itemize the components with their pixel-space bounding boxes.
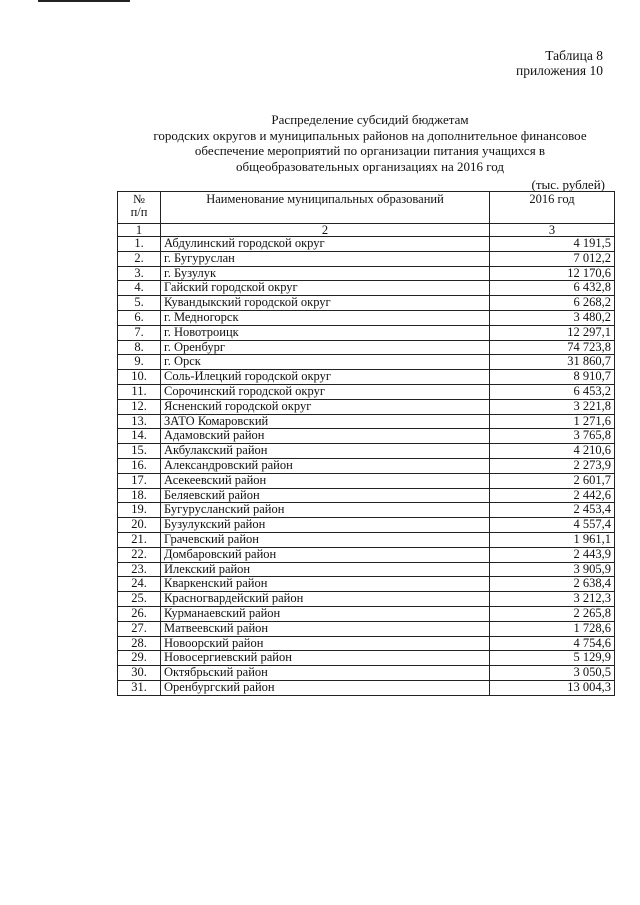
subsidy-value: 1 728,6	[490, 621, 615, 636]
row-number: 27.	[118, 621, 161, 636]
municipality-name: Кваркенский район	[161, 577, 490, 592]
municipality-name: г. Бугуруслан	[161, 251, 490, 266]
table-row	[118, 237, 615, 252]
row-number: 23.	[118, 562, 161, 577]
municipality-name: г. Бузулук	[161, 266, 490, 281]
row-number: 8.	[118, 340, 161, 355]
row-number: 4.	[118, 281, 161, 296]
appendix-label: приложения 10	[515, 63, 603, 78]
municipality-name: Илекский район	[161, 562, 490, 577]
row-number: 21.	[118, 532, 161, 547]
subsidy-value: 6 453,2	[490, 384, 615, 399]
municipality-name: Матвеевский район	[161, 621, 490, 636]
table-row	[118, 340, 615, 355]
municipality-name: Асекеевский район	[161, 473, 490, 488]
row-number: 12.	[118, 399, 161, 414]
municipality-name: Новоорский район	[161, 636, 490, 651]
header-number-abbr: п/п	[130, 205, 148, 219]
row-number: 31.	[118, 680, 161, 695]
column-index: 2	[161, 224, 490, 237]
table-row	[118, 325, 615, 340]
municipality-name: Кувандыкский городской округ	[161, 296, 490, 311]
table-row	[118, 251, 615, 266]
municipality-name: Ясненский городской округ	[161, 399, 490, 414]
subsidy-value: 1 271,6	[490, 414, 615, 429]
row-number: 6.	[118, 310, 161, 325]
row-number: 5.	[118, 296, 161, 311]
row-number: 15.	[118, 444, 161, 459]
title-line: городских округов и муниципальных районов на дополнительное финансовое	[153, 127, 587, 143]
subsidy-value: 3 050,5	[490, 666, 615, 681]
header-name: Наименование муниципальных образований	[161, 192, 490, 224]
table-reference	[516, 48, 603, 78]
table-row	[118, 384, 615, 399]
municipality-name: Октябрьский район	[161, 666, 490, 681]
municipality-name: Красногвардейский район	[161, 592, 490, 607]
table-row	[118, 266, 615, 281]
table-row	[118, 562, 615, 577]
row-number: 30.	[118, 666, 161, 681]
subsidy-value: 3 221,8	[490, 399, 615, 414]
municipality-name: Адамовский район	[161, 429, 490, 444]
table-row	[118, 503, 615, 518]
municipality-name: Беляевский район	[161, 488, 490, 503]
title-line: Распределение субсидий бюджетам	[271, 112, 469, 127]
subsidy-value: 2 443,9	[490, 547, 615, 562]
subsidy-value: 8 910,7	[490, 370, 615, 385]
municipality-name: г. Новотроицк	[161, 325, 490, 340]
column-index-row	[118, 224, 615, 237]
table-row	[118, 399, 615, 414]
table-row	[118, 281, 615, 296]
subsidy-value: 3 765,8	[490, 429, 615, 444]
subsidy-value: 13 004,3	[490, 680, 615, 695]
subsidy-value: 2 453,4	[490, 503, 615, 518]
municipality-name: Бузулукский район	[161, 518, 490, 533]
row-number: 20.	[118, 518, 161, 533]
row-number: 10.	[118, 370, 161, 385]
row-number: 14.	[118, 429, 161, 444]
subsidy-value: 4 210,6	[490, 444, 615, 459]
table-row	[118, 488, 615, 503]
table-row	[118, 414, 615, 429]
title-line: общеобразовательных организациях на 2016 год	[235, 158, 505, 174]
municipality-name: Гайский городской округ	[161, 281, 490, 296]
municipality-name: г. Оренбург	[161, 340, 490, 355]
row-number: 22.	[118, 547, 161, 562]
row-number: 9.	[118, 355, 161, 370]
row-number: 11.	[118, 384, 161, 399]
table-header-row	[118, 192, 615, 224]
table-row	[118, 680, 615, 695]
subsidy-value: 12 170,6	[490, 266, 615, 281]
municipality-name: Акбулакский район	[161, 444, 490, 459]
row-number: 18.	[118, 488, 161, 503]
municipality-name: Соль-Илецкий городской округ	[161, 370, 490, 385]
header-year: 2016 год	[490, 192, 615, 224]
row-number: 16.	[118, 458, 161, 473]
municipality-name: Новосергиевский район	[161, 651, 490, 666]
column-index: 3	[490, 224, 615, 237]
subsidy-value: 31 860,7	[490, 355, 615, 370]
table-row	[118, 636, 615, 651]
table-row	[118, 444, 615, 459]
row-number: 24.	[118, 577, 161, 592]
table-row	[118, 666, 615, 681]
row-number: 1.	[118, 237, 161, 252]
municipality-name: ЗАТО Комаровский	[161, 414, 490, 429]
document-title	[120, 112, 620, 174]
subsidy-value: 3 480,2	[490, 310, 615, 325]
table-row	[118, 651, 615, 666]
table-row	[118, 592, 615, 607]
row-number: 2.	[118, 251, 161, 266]
row-number: 13.	[118, 414, 161, 429]
subsidy-value: 12 297,1	[490, 325, 615, 340]
table-label: Таблица 8	[545, 48, 603, 63]
municipality-name: Курманаевский район	[161, 606, 490, 621]
subsidy-value: 4 557,4	[490, 518, 615, 533]
subsidy-value: 1 961,1	[490, 532, 615, 547]
column-index: 1	[118, 224, 161, 237]
table-row	[118, 532, 615, 547]
municipality-name: Оренбургский район	[161, 680, 490, 695]
table-row	[118, 458, 615, 473]
municipality-name: г. Медногорск	[161, 310, 490, 325]
table-row	[118, 606, 615, 621]
municipality-name: г. Орск	[161, 355, 490, 370]
table-row	[118, 621, 615, 636]
table-row	[118, 370, 615, 385]
row-number: 26.	[118, 606, 161, 621]
header-number-symbol: №	[133, 192, 145, 206]
municipality-name: Абдулинский городской округ	[161, 237, 490, 252]
row-number: 3.	[118, 266, 161, 281]
municipality-name: Александровский район	[161, 458, 490, 473]
header-number	[118, 192, 161, 224]
subsidy-value: 7 012,2	[490, 251, 615, 266]
row-number: 19.	[118, 503, 161, 518]
subsidy-value: 4 191,5	[490, 237, 615, 252]
table-row	[118, 547, 615, 562]
subsidy-value: 3 212,3	[490, 592, 615, 607]
subsidy-value: 5 129,9	[490, 651, 615, 666]
table-row	[118, 355, 615, 370]
row-number: 29.	[118, 651, 161, 666]
subsidy-value: 6 432,8	[490, 281, 615, 296]
municipality-name: Бугурусланский район	[161, 503, 490, 518]
subsidy-value: 2 442,6	[490, 488, 615, 503]
scan-edge-mark	[38, 0, 130, 2]
table-row	[118, 296, 615, 311]
subsidy-value: 2 638,4	[490, 577, 615, 592]
subsidy-value: 2 265,8	[490, 606, 615, 621]
row-number: 7.	[118, 325, 161, 340]
table-row	[118, 310, 615, 325]
subsidy-value: 6 268,2	[490, 296, 615, 311]
row-number: 17.	[118, 473, 161, 488]
row-number: 28.	[118, 636, 161, 651]
table-row	[118, 518, 615, 533]
municipality-name: Сорочинский городской округ	[161, 384, 490, 399]
units-note: (тыс. рублей)	[531, 177, 605, 192]
subsidy-value: 4 754,6	[490, 636, 615, 651]
subsidy-value: 74 723,8	[490, 340, 615, 355]
subsidy-value: 2 601,7	[490, 473, 615, 488]
municipality-name: Грачевский район	[161, 532, 490, 547]
subsidy-value: 3 905,9	[490, 562, 615, 577]
row-number: 25.	[118, 592, 161, 607]
table-row	[118, 577, 615, 592]
municipality-name: Домбаровский район	[161, 547, 490, 562]
title-line: обеспечение мероприятий по организации питания учащихся в	[194, 143, 546, 158]
table-row	[118, 473, 615, 488]
subsidy-table	[117, 191, 615, 696]
table-row	[118, 429, 615, 444]
subsidy-value: 2 273,9	[490, 458, 615, 473]
